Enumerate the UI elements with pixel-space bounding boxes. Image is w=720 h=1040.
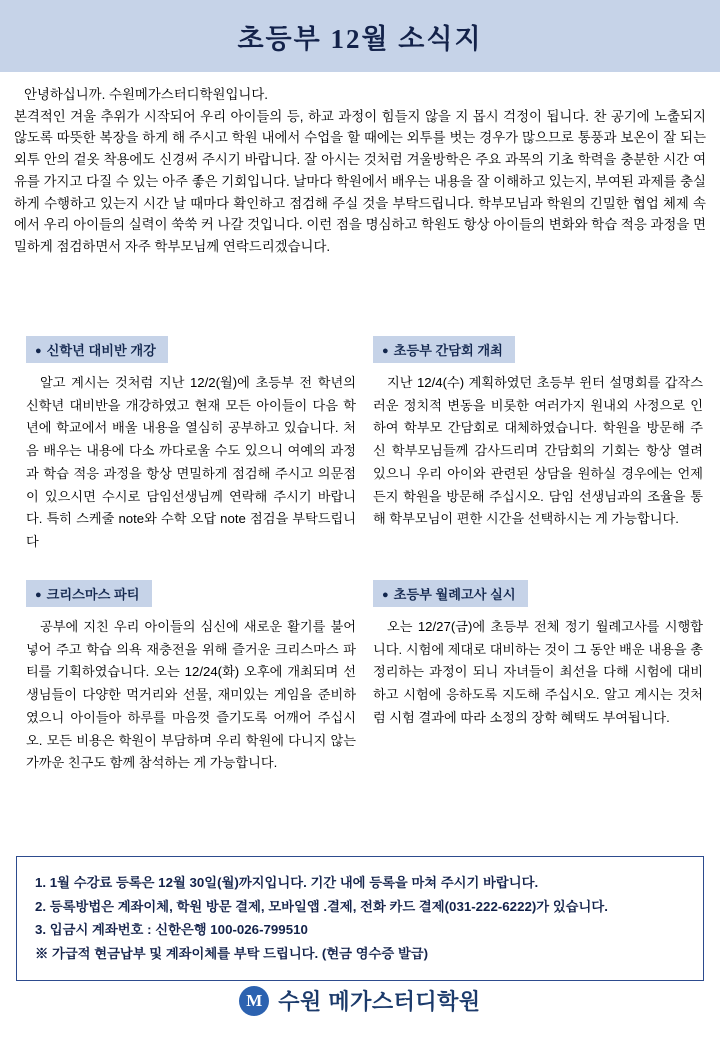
notice-line-1: 1. 1월 수강료 등록은 12월 30일(월)까지입니다. 기간 내에 등록을 마쳐 주시기 바랍니다. (35, 875, 539, 890)
notice-line-2: 2. 등록방법은 계좌이체, 학원 방문 결제, 모바일앱 .결제, 전화 카드 결제(031-222-6222)가 있습니다. (35, 898, 608, 914)
header-banner (0, 0, 720, 72)
section-title: 초등부 월례고사 실시 (393, 587, 516, 602)
section-elementary-meeting (373, 336, 703, 531)
sections-grid (18, 336, 702, 836)
section-new-grade-class (26, 336, 356, 554)
section-title: 신학년 대비반 개강 (46, 343, 156, 358)
section-header-christmas-party (26, 580, 152, 607)
bullet-icon: ● (382, 589, 389, 601)
section-title: 초등부 간담회 개최 (393, 343, 503, 358)
footer-logo-text: 수원 메가스터디학원 (278, 989, 481, 1014)
page-title: 초등부 12월 소식지 (237, 23, 483, 54)
section-body-text: 공부에 지친 우리 아이들의 심신에 새로운 활기를 불어넣어 주고 학습 의욕 재충전을 위해 즐거운 크리스마스 파티를 기획하였습니다. 오는 12/24(화) 오후에 개최되며 선생님들이 다양한 먹거리와 선물, 재미있는 게임을 준비하였으니 아이들아 하루를 마음껏 즐기도록 어깨어 주십시오. 모든 비용은 학원이 부담하며 우리 학원에 다니지 않는 가까운 친구도 함께 참석하는 게 가능합니다. (26, 619, 356, 771)
section-header-monthly-exam (373, 580, 528, 607)
bullet-icon: ● (382, 345, 389, 357)
section-header-new-grade-class (26, 336, 168, 363)
intro-body: 본격적인 겨울 추위가 시작되어 우리 아이들의 등, 하교 과정이 힘들지 않을 지 몹시 걱정이 됩니다. 찬 공기에 노출되지 않도록 따뜻한 복장을 하게 해 주시고 학원 내에서 수업을 할 때에는 외투를 벗는 경우가 많으므로 통풍과 보온이 잘 되는 외투 안의 겉옷 착용에도 신경써 주시기 바랍니다. 잘 아시는 것처럼 겨울방학은 주요 과목의 기초 학력을 충분한 시간 여유를 가지고 다질 수 있는 아주 좋은 기회입니다. 날마다 학원에서 배우는 내용을 잘 이해하고 있는지, 부여된 과제를 충실하게 수행하고 있는지 시간 날 때마다 확인하고 점검해 주실 것을 부탁드립니다. 학부모님과 학원의 긴밀한 협업 체제 속에서 우리 아이들의 실력이 쑥쑥 커 나갈 것입니다. 이런 점을 명심하고 학원도 항상 아이들의 변화와 학습 적응 과정을 면밀하게 점검하면서 자주 학부모님께 연락드리겠습니다. (14, 108, 706, 254)
notice-line-4: ※ 가급적 현금납부 및 계좌이체를 부탁 드립니다. (현금 영수증 발급) (35, 945, 429, 961)
section-body-text: 알고 계시는 것처럼 지난 12/2(월)에 초등부 전 학년의 신학년 대비반을 개강하였고 현재 모든 아이들이 다음 학년에 학교에서 배울 내용을 열심히 공부하고 있습니다. 처음 배우는 내용에 다소 까다로울 수도 있으니 여예의 과정과 학습 적응 과정을 항상 면밀하게 점검해 주시고 의문점이 있으시면 수시로 담임선생님께 연락해 주시기 바랍니다. 특히 스케줄 note와 수학 오답 note 점검을 부탁드립니다 (26, 375, 356, 549)
section-body (373, 372, 703, 531)
notice-box (16, 856, 704, 981)
section-body (26, 616, 356, 775)
section-monthly-exam (373, 580, 703, 730)
section-body-text: 지난 12/4(수) 계획하였던 초등부 윈터 설명회를 갑작스러운 정치적 변동을 비롯한 여러가지 원내외 사정으로 인하여 학부모 간담회로 대체하였습니다. 학원을 방문해 주신 학부모님들께 감사드리며 간담회의 기회는 항상 열려 있으니 우리 아이와 관련된 상담을 원하실 경우에는 언제든지 학원을 방문해 주십시오. 담임 선생님과의 조율을 통해 학부모님이 편한 시간을 선택하시는 게 가능합니다. (373, 375, 703, 527)
intro-section (14, 84, 706, 258)
intro-greeting: 안녕하십니까. 수원메가스터디학원입니다. (24, 87, 268, 102)
bullet-icon: ● (35, 589, 42, 601)
section-christmas-party (26, 580, 356, 775)
section-title: 크리스마스 파티 (46, 587, 140, 602)
bullet-icon: ● (35, 345, 42, 357)
section-body (26, 372, 356, 554)
megastudy-logo-icon: M (239, 986, 269, 1016)
section-body (373, 616, 703, 730)
section-body-text: 오는 12/27(금)에 초등부 전체 정기 월례고사를 시행합니다. 시험에 제대로 대비하는 것이 그 동안 배운 내용을 총정리하는 과정이 되니 자녀들이 최선을 다해 시험에 대비하고 시험에 응하도록 지도해 주십시오. 알고 계시는 것처럼 시험 결과에 따라 소정의 장학 혜택도 부여됩니다. (373, 619, 703, 725)
notice-line-3: 3. 입금시 계좌번호 : 신한은행 100-026-799510 (35, 922, 308, 938)
footer-logo (0, 985, 720, 1016)
section-header-elementary-meeting (373, 336, 515, 363)
